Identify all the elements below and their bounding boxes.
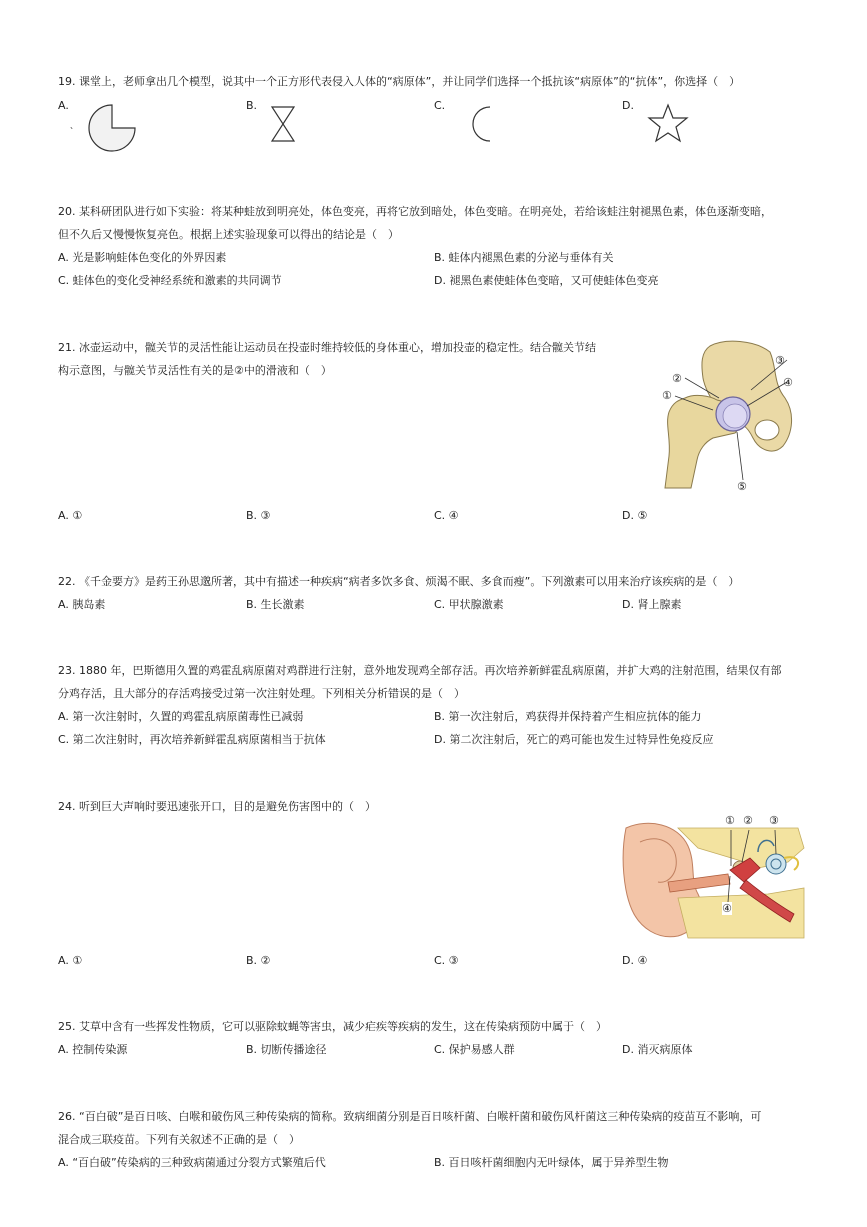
q22-option-d: D. 肾上腺素 xyxy=(622,598,682,611)
crescent-shape-icon xyxy=(460,104,498,144)
q26-option-b: B. 百日咳杆菌细胞内无叶绿体，属于异养型生物 xyxy=(434,1156,669,1169)
q19-option-c-label: C. xyxy=(434,99,446,112)
ear-label-2: ② xyxy=(743,814,753,827)
q23-option-b: B. 第一次注射后，鸡获得并保持着产生相应抗体的能力 xyxy=(434,710,702,723)
q20-option-a: A. 光是影响蛙体色变化的外界因素 xyxy=(58,251,227,264)
q26-option-a: A. “百白破”传染病的三种致病菌通过分裂方式繁殖后代 xyxy=(58,1156,326,1169)
q21-option-b: B. ③ xyxy=(246,509,271,522)
q23-option-a: A. 第一次注射时，久置的鸡霍乱病原菌毒性已减弱 xyxy=(58,710,304,723)
q21-option-a: A. ① xyxy=(58,509,83,522)
pacman-shape-icon xyxy=(88,104,140,152)
hip-label-2: ② xyxy=(672,372,682,385)
q21-stem-line1: 21. 冰壶运动中，髋关节的灵活性能让运动员在投壶时维持较低的身体重心，增加投壶的稳定性。结合髋关节结 xyxy=(58,341,596,354)
q24-option-c: C. ③ xyxy=(434,954,459,967)
q20-option-b: B. 蛙体内褪黑色素的分泌与垂体有关 xyxy=(434,251,614,264)
hip-label-4: ④ xyxy=(783,376,793,389)
q24-option-b: B. ② xyxy=(246,954,271,967)
q20-option-d: D. 褪黑色素使蛙体色变暗，又可使蛙体色变亮 xyxy=(434,274,659,287)
q20-option-c: C. 蛙体色的变化受神经系统和激素的共同调节 xyxy=(58,274,282,287)
q19-option-d-label: D. xyxy=(622,99,634,112)
hip-label-1: ① xyxy=(662,389,672,402)
q23-stem-line1: 23. 1880 年，巴斯德用久置的鸡霍乱病原菌对鸡群进行注射，意外地发现鸡全部存活。再次培养新鲜霍乱病原菌，并扩大鸡的注射范围，结果仅有部 xyxy=(58,664,782,677)
q23-option-d: D. 第二次注射后，死亡的鸡可能也发生过特异性免疫反应 xyxy=(434,733,714,746)
q24-option-d: D. ④ xyxy=(622,954,648,967)
q21-option-c: C. ④ xyxy=(434,509,459,522)
q25-stem: 25. 艾草中含有一些挥发性物质，它可以驱除蚊蝇等害虫，减少疟疾等疾病的发生，这在传染病预防中属于（ ） xyxy=(58,1020,607,1033)
q26-stem-line1: 26. “百白破”是百日咳、白喉和破伤风三种传染病的简称。致病细菌分别是百日咳杆菌、白喉杆菌和破伤风杆菌这三种传染病的疫苗互不影响，可 xyxy=(58,1110,762,1123)
q20-stem-line1: 20. 某科研团队进行如下实验：将某种蛙放到明亮处，体色变亮，再将它放到暗处，体色变暗。在明亮处，若给该蛙注射褪黑色素，体色逐渐变暗， xyxy=(58,205,772,218)
q19-option-b-label: B. xyxy=(246,99,258,112)
q22-stem: 22. 《千金要方》是药王孙思邈所著，其中有描述一种疾病“病者多饮多食、烦渴不眠、多食而瘦”。下列激素可以用来治疗该疾病的是（ ） xyxy=(58,575,740,588)
ear-anatomy-diagram xyxy=(618,818,808,940)
hip-label-3: ③ xyxy=(775,354,785,367)
hip-label-5: ⑤ xyxy=(737,480,747,493)
hourglass-shape-icon xyxy=(270,105,296,143)
q24-option-a: A. ① xyxy=(58,954,83,967)
q22-option-c: C. 甲状腺激素 xyxy=(434,598,504,611)
star-shape-icon xyxy=(646,103,690,143)
stray-mark: 、 xyxy=(70,121,78,130)
q24-stem: 24. 听到巨大声响时要迅速张开口，目的是避免伤害图中的（ ） xyxy=(58,800,376,813)
q22-option-b: B. 生长激素 xyxy=(246,598,305,611)
q25-option-c: C. 保护易感人群 xyxy=(434,1043,515,1056)
q23-stem-line2: 分鸡存活，且大部分的存活鸡接受过第一次注射处理。下列相关分析错误的是（ ） xyxy=(58,687,465,700)
q21-option-d: D. ⑤ xyxy=(622,509,648,522)
q26-stem-line2: 混合成三联疫苗。下列有关叙述不正确的是（ ） xyxy=(58,1133,300,1146)
q22-option-a: A. 胰岛素 xyxy=(58,598,106,611)
ear-label-3: ③ xyxy=(769,814,779,827)
q19-option-a-label: A. xyxy=(58,99,69,112)
ear-label-1: ① xyxy=(725,814,735,827)
q21-stem-line2: 构示意图，与髋关节灵活性有关的是②中的滑液和（ ） xyxy=(58,364,332,377)
q23-option-c: C. 第二次注射时，再次培养新鲜霍乱病原菌相当于抗体 xyxy=(58,733,326,746)
q25-option-b: B. 切断传播途径 xyxy=(246,1043,327,1056)
ear-label-4: ④ xyxy=(722,902,732,915)
q25-option-d: D. 消灭病原体 xyxy=(622,1043,693,1056)
q20-stem-line2: 但不久后又慢慢恢复亮色。根据上述实验现象可以得出的结论是（ ） xyxy=(58,228,399,241)
q19-stem: 19. 课堂上，老师拿出几个模型，说其中一个正方形代表侵入人体的“病原体”，并让同学们选择一个抵抗该“病原体”的“抗体”，你选择（ ） xyxy=(58,75,741,88)
q25-option-a: A. 控制传染源 xyxy=(58,1043,128,1056)
